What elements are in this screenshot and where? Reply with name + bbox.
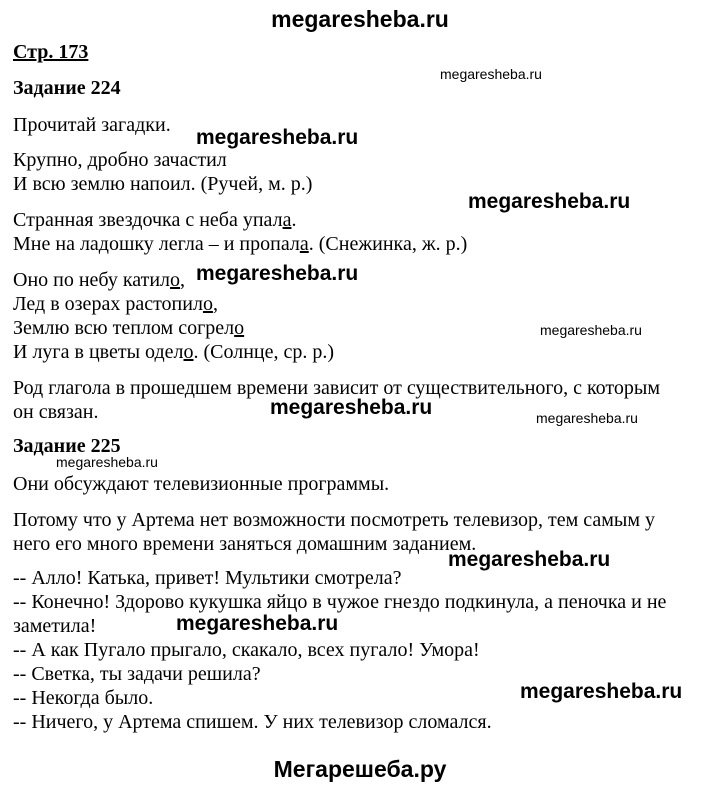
riddle-2-line-1-ending: а — [282, 209, 292, 231]
watermark: megaresheba.ru — [536, 410, 638, 426]
task-225-reason-line-1: Потому что у Артема нет возможности посмотреть телевизор, тем самым у — [13, 509, 656, 531]
watermark: megaresheba.ru — [440, 66, 542, 82]
watermark: megaresheba.ru — [540, 322, 642, 338]
task-225-reason-line-2: него его много времени заняться домашним заданием. — [13, 533, 477, 555]
riddle-3-line-3-text: Землю всю теплом согрел — [13, 317, 235, 339]
riddle-2-line-1-text: Странная звездочка с неба упал — [13, 209, 283, 231]
watermark: megaresheba.ru — [270, 396, 433, 419]
riddle-3-line-1-tail: , — [180, 269, 186, 291]
dialog-line: -- Ничего, у Артема спишем. У них телевизор сломался. — [13, 711, 492, 733]
dialog-line: заметила! — [13, 615, 97, 637]
dialog-line: -- Светка, ты задачи решила? — [13, 663, 261, 685]
riddle-3-line-2-text: Лед в озерах растопил — [13, 293, 203, 315]
riddle-2-line-2-ending: а — [299, 233, 309, 255]
riddle-3-line-1-text: Оно по небу катил — [13, 269, 171, 291]
riddle-3-line-4-text: И луга в цветы одел — [13, 341, 184, 363]
riddle-3-line-4 — [13, 340, 334, 364]
watermark: megaresheba.ru — [448, 548, 611, 571]
riddle-3-line-3-ending: о — [234, 317, 245, 339]
watermark: megaresheba.ru — [56, 454, 158, 470]
riddle-1-line-1: Крупно, дробно зачастил — [13, 149, 227, 171]
riddle-2-line-2-text: Мне на ладошку легла – и пропал — [13, 233, 300, 255]
riddle-3-line-3 — [13, 316, 244, 340]
watermark: megaresheba.ru — [196, 126, 359, 149]
watermark: megaresheba.ru — [176, 612, 339, 635]
header-watermark: megaresheba.ru — [271, 6, 449, 32]
riddle-2-line-2-tail: . (Снежинка, ж. р.) — [308, 233, 468, 255]
riddle-3-line-2 — [13, 292, 218, 316]
dialog-line: -- А как Пугало прыгало, скакало, всех пугало! Умора! — [13, 639, 480, 661]
dialog-line: -- Алло! Катька, привет! Мультики смотрела? — [13, 567, 402, 589]
task-225-title: Задание 225 — [13, 435, 121, 457]
task-225-answer: Они обсуждают телевизионные программы. — [13, 473, 390, 495]
dialog-line: -- Некогда было. — [13, 687, 154, 709]
riddle-3-line-1 — [13, 268, 185, 292]
riddle-2-line-2 — [13, 232, 467, 256]
task-224-conclusion-line-1: Род глагола в прошедшем времени зависит от существительного, с которым — [13, 377, 660, 399]
page-reference: Стр. 173 — [13, 41, 89, 63]
riddle-3-line-4-ending: о — [183, 341, 194, 363]
watermark: megaresheba.ru — [520, 680, 683, 703]
riddle-1-line-2: И всю землю напоил. (Ручей, м. р.) — [13, 173, 313, 195]
riddle-2-line-1 — [13, 208, 296, 232]
riddle-3-line-2-tail: , — [212, 293, 218, 315]
footer-watermark: Мегарешеба.ру — [273, 756, 447, 782]
watermark: megaresheba.ru — [196, 262, 359, 285]
task-224-instruction: Прочитай загадки. — [13, 114, 171, 136]
riddle-2-line-1-tail: . — [291, 209, 297, 231]
riddle-3-line-4-tail: . (Солнце, ср. р.) — [193, 341, 335, 363]
watermark: megaresheba.ru — [468, 190, 631, 213]
task-224-title: Задание 224 — [13, 77, 121, 99]
task-224-conclusion-line-2: он связан. — [13, 401, 99, 423]
dialog-line: -- Конечно! Здорово кукушка яйцо в чужое гнездо подкинула, а пеночка и не — [13, 591, 667, 613]
riddle-3-line-2-ending: о — [202, 293, 213, 315]
riddle-3-line-1-ending: о — [170, 269, 181, 291]
